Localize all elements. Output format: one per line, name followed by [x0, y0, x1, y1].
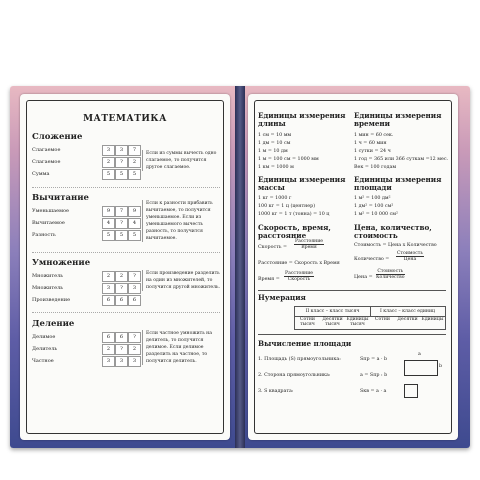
table-cell: 3	[102, 145, 115, 156]
divider	[32, 187, 220, 188]
table-cell: 4	[128, 218, 141, 229]
table-row	[32, 218, 142, 228]
side-b-label: b	[439, 364, 443, 369]
table-cell: 5	[128, 230, 141, 241]
numerator: Стоимость	[397, 251, 423, 256]
rule-note: Если к разности прибавить вычитаемое, то получится уменьшаемое. Если из уменьшаемого вычесть разность, то получится вычитаемое.	[142, 200, 222, 242]
denominator: Время	[301, 245, 317, 250]
fraction	[376, 269, 405, 280]
table-cell: ?	[115, 283, 128, 294]
unit-line: Век = 100 годам	[354, 165, 397, 170]
table-cell: 3	[102, 283, 115, 294]
table-cell: 7	[128, 145, 141, 156]
section-title-division: Деление	[32, 319, 75, 329]
row-label: Делимое	[32, 334, 56, 340]
table-cell: 5	[128, 169, 141, 180]
table-row	[32, 356, 142, 366]
table-cell: 3	[102, 356, 115, 367]
unit-line: 1 см = 10 мм	[258, 133, 292, 138]
table-cell: ?	[115, 344, 128, 355]
unit-line: 1 сутки = 24 ч	[354, 149, 391, 154]
rank-cell: Единицы тысяч	[346, 317, 369, 327]
row-label: Множитель	[32, 285, 64, 291]
row-label: Разность	[32, 232, 56, 238]
formula-lhs: Количество =	[354, 257, 390, 262]
section-title-multiplication: Умножение	[32, 258, 91, 268]
divider	[258, 334, 446, 335]
unit-line: 1000 кг = 1 т (тонна) = 10 ц	[258, 212, 330, 217]
area-formula: a = Sпр : b	[360, 373, 388, 378]
row-label: Слагаемое	[32, 159, 61, 165]
numerator: Расстояние	[285, 271, 314, 276]
numerator: Стоимость	[377, 269, 404, 274]
table-cell: 5	[102, 230, 115, 241]
unit-line: 1 дм² = 100 см²	[354, 204, 394, 209]
square-figure	[404, 384, 418, 398]
class-header: I класс – класс единиц	[370, 307, 445, 317]
table-row	[32, 145, 142, 155]
section-title-mass: Единицы измерения массы	[258, 175, 346, 192]
table-cell: 3	[128, 283, 141, 294]
table-cell: 3	[128, 356, 141, 367]
section-title-subtraction: Вычитание	[32, 193, 89, 203]
table-cell: 7	[115, 206, 128, 217]
table-row	[32, 344, 142, 354]
table-cell: 2	[128, 344, 141, 355]
section-title-speed: Скорость, время, расстояние	[258, 223, 331, 240]
rank-cell: Десятки тысяч	[322, 317, 343, 327]
denominator: Количество	[376, 275, 405, 280]
rank-cell: Сотни тысяч	[300, 317, 315, 327]
table-cell: 9	[128, 206, 141, 217]
table-cell: ?	[128, 332, 141, 343]
formula-lhs: Время =	[258, 277, 280, 282]
table-cell: 4	[102, 218, 115, 229]
table-cell: ?	[115, 218, 128, 229]
table-cell: 2	[128, 157, 141, 168]
unit-line: 1 м² = 10 000 см²	[354, 212, 398, 217]
unit-line: 1 кг = 1000 г	[258, 196, 292, 201]
row-label: Частное	[32, 358, 54, 364]
denominator: Цена	[403, 257, 417, 262]
table-cell: 5	[115, 169, 128, 180]
rule-note: Если произведение разделить на один из множителей, то получится другой множитель.	[142, 270, 222, 291]
area-formula: Sпр = a · b	[360, 357, 388, 362]
section-title-addition: Сложение	[32, 132, 83, 142]
table-cell: 3	[115, 356, 128, 367]
row-label: Сумма	[32, 171, 50, 177]
table-cell: 3	[115, 145, 128, 156]
divider	[32, 312, 220, 313]
table-cell: 6	[128, 295, 141, 306]
table-row	[32, 332, 142, 342]
rectangle-figure	[404, 360, 438, 376]
unit-line: 1 м² = 100 дм²	[354, 196, 391, 201]
formula-line: Расстояние = Скорость x Время	[258, 261, 340, 266]
formula-line: Стоимость = Цена x Количество	[354, 243, 437, 248]
area-formula: Sкв = a · a	[360, 389, 387, 394]
unit-line: 1 год = 365 или 366 суткам =12 мес.	[354, 157, 449, 162]
section-title-numbering: Нумерация	[258, 293, 306, 302]
fraction	[294, 239, 324, 250]
table-row	[32, 271, 142, 281]
area-item: 2. Сторона прямоугольника:	[258, 373, 331, 378]
table-cell: ?	[128, 271, 141, 282]
rank-cell: Единицы	[421, 317, 444, 322]
table-cell: 5	[115, 230, 128, 241]
table-row	[32, 169, 142, 179]
table-cell: 2	[102, 157, 115, 168]
table-cell: 2	[115, 271, 128, 282]
table-cell: 5	[102, 169, 115, 180]
book-spine	[235, 86, 245, 448]
row-label: Вычитаемое	[32, 220, 65, 226]
side-a-label: a	[418, 352, 421, 357]
divider	[258, 290, 446, 291]
table-row	[32, 230, 142, 240]
table-cell: 9	[102, 206, 115, 217]
row-label: Слагаемое	[32, 147, 61, 153]
numerator: Расстояние	[295, 239, 324, 244]
denominator: Скорость	[287, 277, 311, 282]
table-cell: 2	[102, 271, 115, 282]
unit-line: 1 ч = 60 мин	[354, 141, 387, 146]
left-page	[20, 94, 230, 440]
numbering-table	[294, 306, 446, 330]
area-item: 3. S квадрата:	[258, 389, 294, 394]
row-label: Уменьшаемое	[32, 208, 69, 214]
row-label: Делитель	[32, 346, 58, 352]
table-cell: 6	[115, 295, 128, 306]
section-title-time: Единицы измерения времени	[354, 111, 442, 128]
unit-line: 1 м = 10 дм	[258, 149, 288, 154]
unit-line: 1 мин = 60 сек.	[354, 133, 394, 138]
table-cell: 6	[115, 332, 128, 343]
table-row	[32, 283, 142, 293]
unit-line: 1 м = 100 см = 1000 мм	[258, 157, 319, 162]
unit-line: 1 км = 1000 м	[258, 165, 294, 170]
rank-cell: Десятки	[397, 317, 418, 322]
divider	[32, 252, 220, 253]
page-title: МАТЕМАТИКА	[83, 114, 167, 124]
row-label: Произведение	[32, 297, 71, 303]
section-title-price: Цена, количество, стоимость	[354, 223, 432, 240]
rank-cell: Сотни	[375, 317, 390, 322]
table-row	[32, 295, 142, 305]
class-header: II класс – класс тысяч	[295, 307, 371, 317]
fraction	[396, 251, 424, 262]
table-cell: ?	[115, 157, 128, 168]
section-title-area-units: Единицы измерения площади	[354, 175, 442, 192]
fraction	[284, 271, 314, 282]
row-label: Множитель	[32, 273, 64, 279]
formula-lhs: Скорость =	[258, 245, 288, 250]
area-item: 1. Площадь (S) прямоугольника:	[258, 357, 341, 362]
table-cell: 2	[102, 344, 115, 355]
table-cell: 6	[102, 295, 115, 306]
formula-lhs: Цена =	[354, 275, 373, 280]
section-title-area-calc: Вычисление площади	[258, 339, 352, 348]
table-row	[32, 206, 142, 216]
rule-note: Если частное умножить на делитель, то получится делимое. Если делимое разделить на частное, то получится делитель.	[142, 330, 222, 365]
unit-line: 100 кг = 1 ц (центнер)	[258, 204, 316, 209]
right-page	[248, 94, 458, 440]
table-row	[32, 157, 142, 167]
rule-note: Если из суммы вычесть одно слагаемое, то получится другое слагаемое.	[142, 150, 222, 171]
unit-line: 1 дм = 10 см	[258, 141, 291, 146]
section-title-length: Единицы измерения длины	[258, 111, 346, 128]
table-cell: 6	[102, 332, 115, 343]
